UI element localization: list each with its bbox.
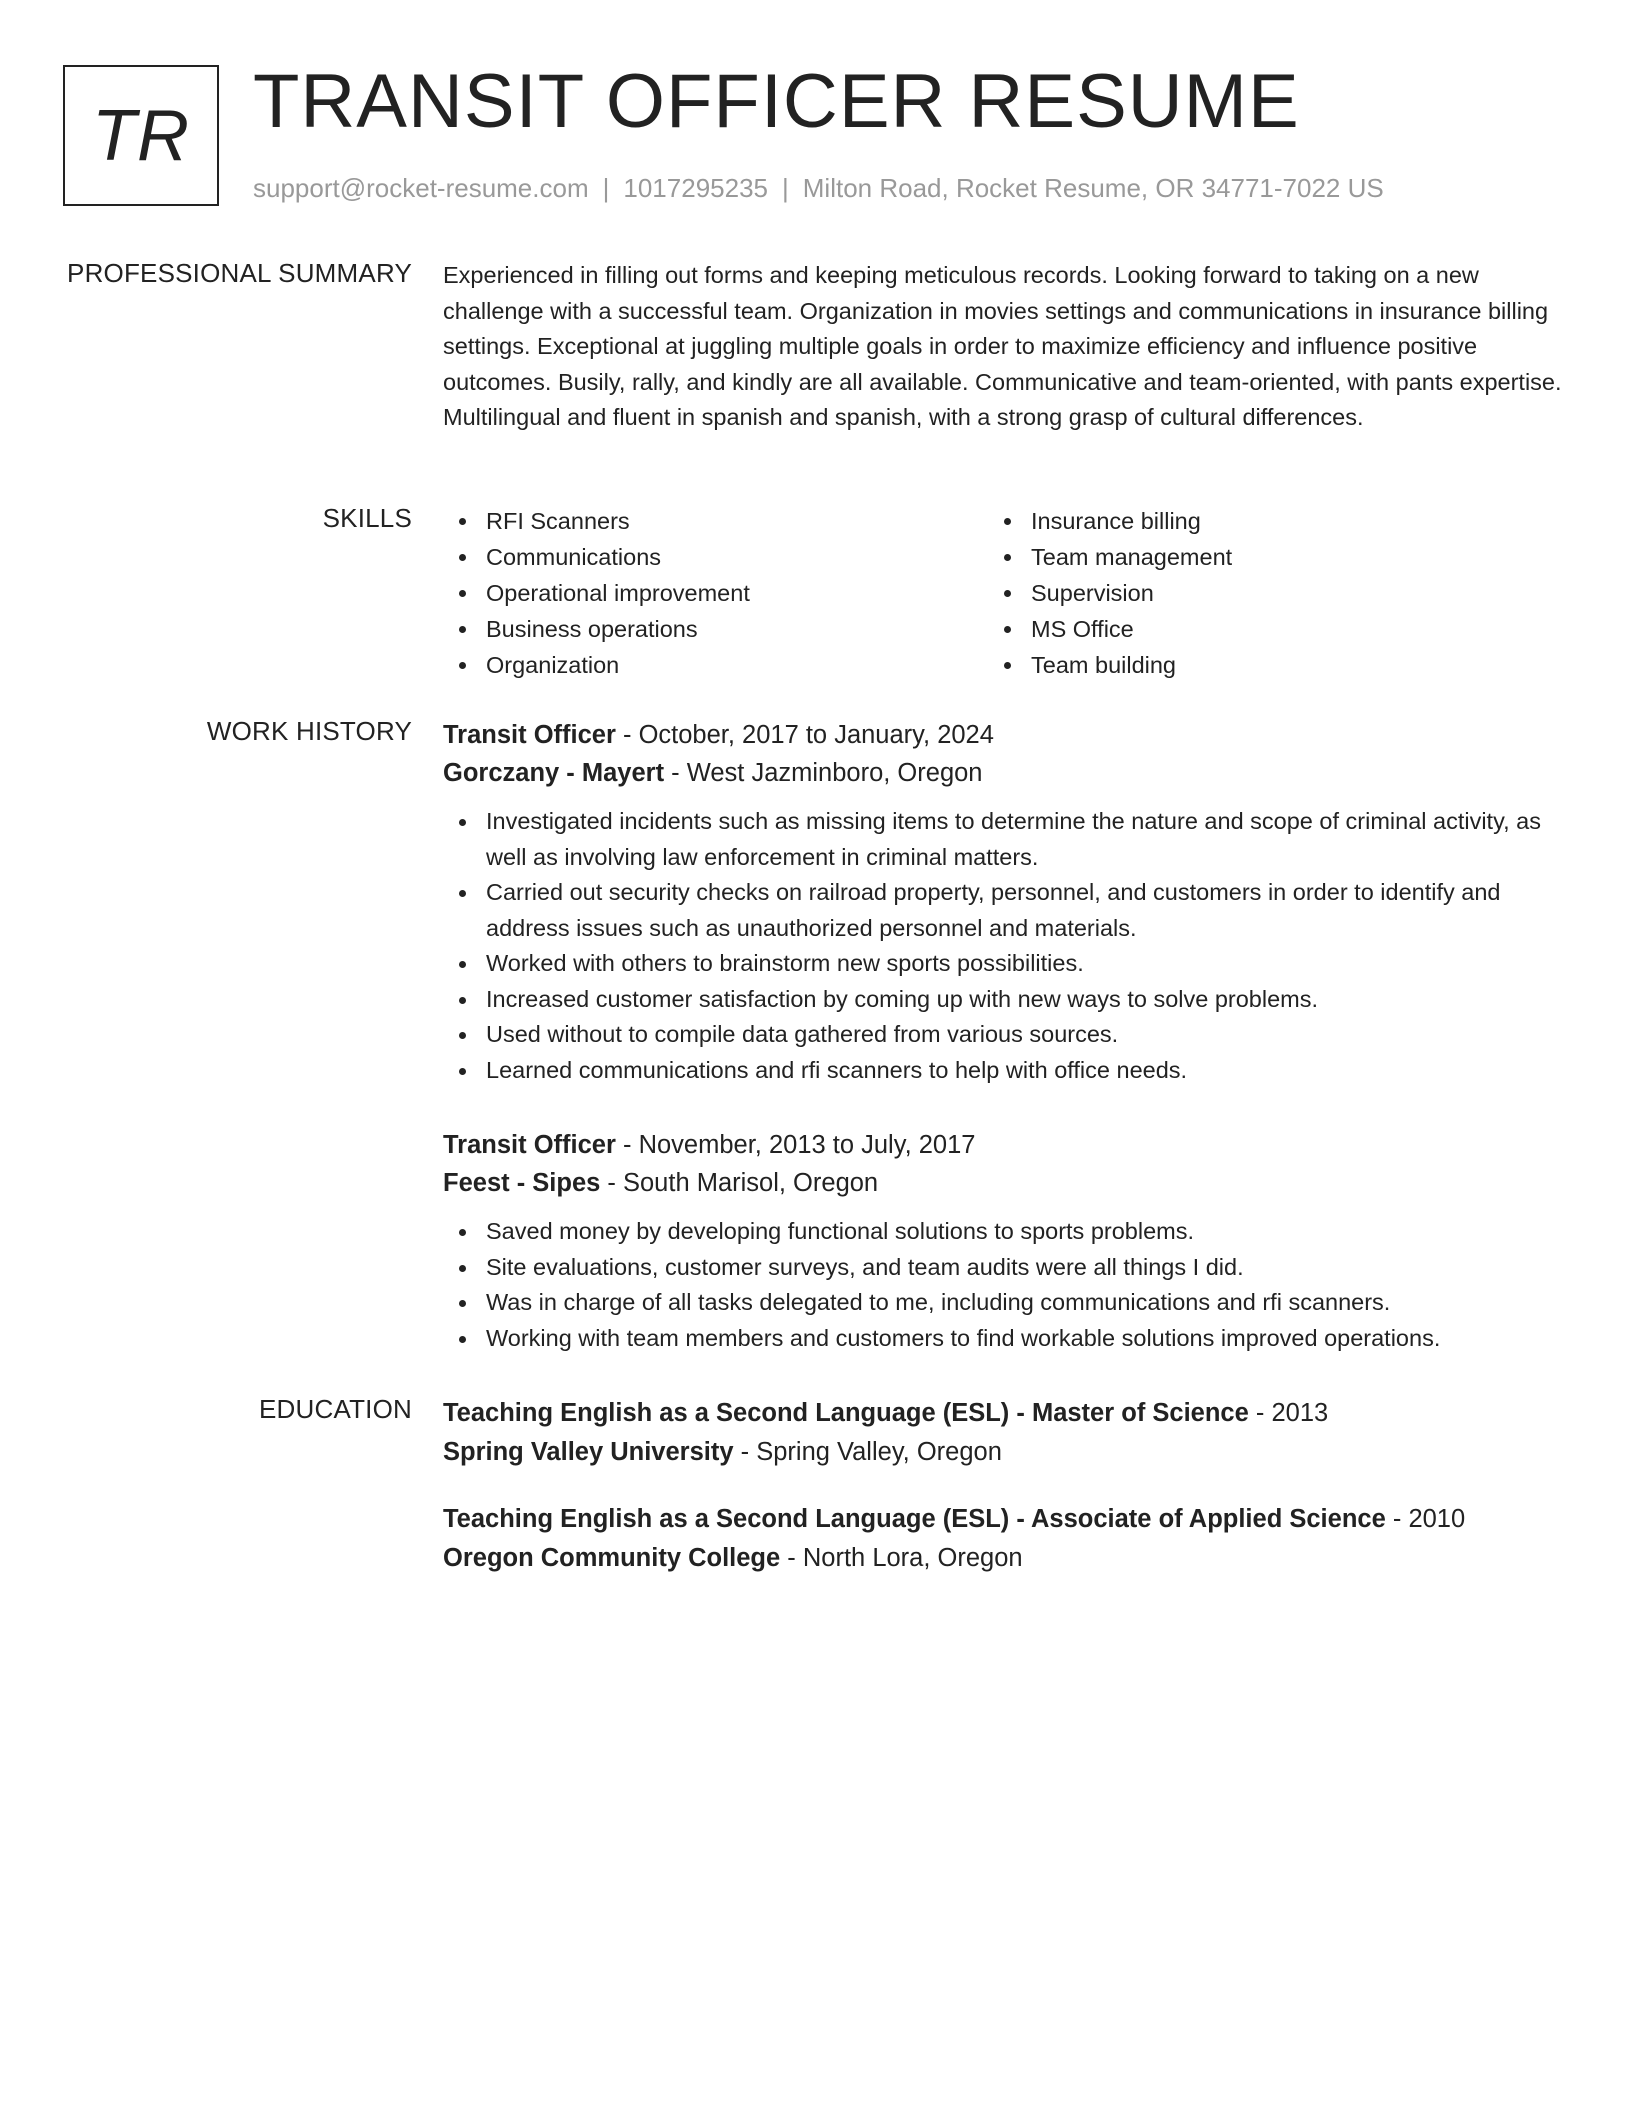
resume-title: TRANSIT OFFICER RESUME <box>253 59 1300 144</box>
monogram-initials: TR <box>92 95 190 176</box>
skill-item: Supervision <box>988 575 1533 611</box>
education-year: 2013 <box>1271 1399 1329 1427</box>
job-company-line <box>443 754 1563 792</box>
skill-item: Team building <box>988 647 1533 683</box>
education-location: North Lora, Oregon <box>802 1544 1023 1572</box>
job-bullet: Learned communications and rfi scanners to help with office needs. <box>443 1053 1563 1089</box>
dash-separator: - <box>615 1131 639 1159</box>
job-company-line <box>443 1164 1563 1202</box>
job-entry <box>443 716 1563 1088</box>
job-bullet: Site evaluations, customer surveys, and team audits were all things I did. <box>443 1250 1563 1286</box>
skills-list-left <box>443 503 988 683</box>
skills-list-right <box>988 503 1533 683</box>
job-dates: October, 2017 to January, 2024 <box>638 721 994 749</box>
skill-item: RFI Scanners <box>443 503 988 539</box>
education-school: Oregon Community College <box>443 1544 781 1572</box>
education-school: Spring Valley University <box>443 1438 734 1466</box>
work-history-heading: WORK HISTORY <box>206 716 412 746</box>
job-bullet-list <box>443 1214 1563 1356</box>
dash-separator: - <box>1385 1505 1409 1533</box>
education-year: 2010 <box>1408 1505 1466 1533</box>
job-bullet: Worked with others to brainstorm new sports possibilities. <box>443 946 1563 982</box>
job-entry <box>443 1126 1563 1356</box>
job-dates: November, 2013 to July, 2017 <box>638 1131 976 1159</box>
job-title-line <box>443 716 1563 754</box>
job-bullet: Saved money by developing functional solutions to sports problems. <box>443 1214 1563 1250</box>
job-location: South Marisol, Oregon <box>622 1169 879 1197</box>
education-entry <box>443 1500 1563 1578</box>
education-school-line <box>443 1539 1563 1578</box>
education-degree: Teaching English as a Second Language (ESL) - Master of Science <box>443 1399 1249 1427</box>
job-bullet: Was in charge of all tasks delegated to me, including communications and rfi scanners. <box>443 1285 1563 1321</box>
education-location: Spring Valley, Oregon <box>756 1438 1002 1466</box>
skill-item: Insurance billing <box>988 503 1533 539</box>
job-location: West Jazminboro, Oregon <box>686 759 983 787</box>
job-title-line <box>443 1126 1563 1164</box>
education-degree-line <box>443 1394 1563 1433</box>
education-heading: EDUCATION <box>259 1394 412 1424</box>
dash-separator: - <box>733 1438 757 1466</box>
job-bullet: Investigated incidents such as missing items to determine the nature and scope of criminal activity, as well as involving law enforcement in criminal matters. <box>443 804 1563 875</box>
education-school-line <box>443 1433 1563 1472</box>
job-title: Transit Officer <box>443 1131 616 1159</box>
contact-phone[interactable]: 1017295235 <box>623 173 768 203</box>
dash-separator: - <box>664 759 687 787</box>
skill-item: Operational improvement <box>443 575 988 611</box>
summary-text: Experienced in filling out forms and keeping meticulous records. Looking forward to taking on a new challenge with a successful team. Organization in movies settings and communications in insurance billing settings. Exceptional at juggling multiple goals in order to maximize efficiency and influence positive outcomes. Busily, rally, and kindly are all available. Communicative and team-oriented, with pants expertise. Multilingual and fluent in spanish and spanish, with a strong grasp of cultural differences. <box>443 262 1562 430</box>
skills-heading: SKILLS <box>322 503 412 533</box>
education-entry <box>443 1394 1563 1472</box>
contact-separator: | <box>602 173 610 203</box>
resume-header <box>0 0 1632 240</box>
monogram-logo <box>63 65 219 206</box>
skill-item: MS Office <box>988 611 1533 647</box>
job-company: Feest - Sipes <box>443 1169 601 1197</box>
skill-item: Team management <box>988 539 1533 575</box>
job-bullet: Working with team members and customers to find workable solutions improved operations. <box>443 1321 1563 1357</box>
contact-email[interactable]: support@rocket-resume.com <box>253 173 589 203</box>
contact-address: Milton Road, Rocket Resume, OR 34771-7022 US <box>802 173 1384 203</box>
contact-separator: | <box>782 173 789 203</box>
skill-item: Organization <box>443 647 988 683</box>
dash-separator: - <box>615 721 639 749</box>
contact-line <box>253 173 1384 204</box>
job-company: Gorczany - Mayert <box>443 759 665 787</box>
skill-item: Communications <box>443 539 988 575</box>
skill-item: Business operations <box>443 611 988 647</box>
job-bullet-list <box>443 804 1563 1088</box>
dash-separator: - <box>600 1169 623 1197</box>
job-bullet: Carried out security checks on railroad property, personnel, and customers in order to identify and address issues such as unauthorized personnel and materials. <box>443 875 1563 946</box>
job-bullet: Increased customer satisfaction by coming up with new ways to solve problems. <box>443 982 1563 1018</box>
job-title: Transit Officer <box>443 721 616 749</box>
education-degree-line <box>443 1500 1563 1539</box>
dash-separator: - <box>1248 1399 1272 1427</box>
summary-heading: PROFESSIONAL SUMMARY <box>67 258 412 288</box>
education-degree: Teaching English as a Second Language (ESL) - Associate of Applied Science <box>443 1505 1386 1533</box>
job-bullet: Used without to compile data gathered from various sources. <box>443 1017 1563 1053</box>
dash-separator: - <box>780 1544 803 1572</box>
